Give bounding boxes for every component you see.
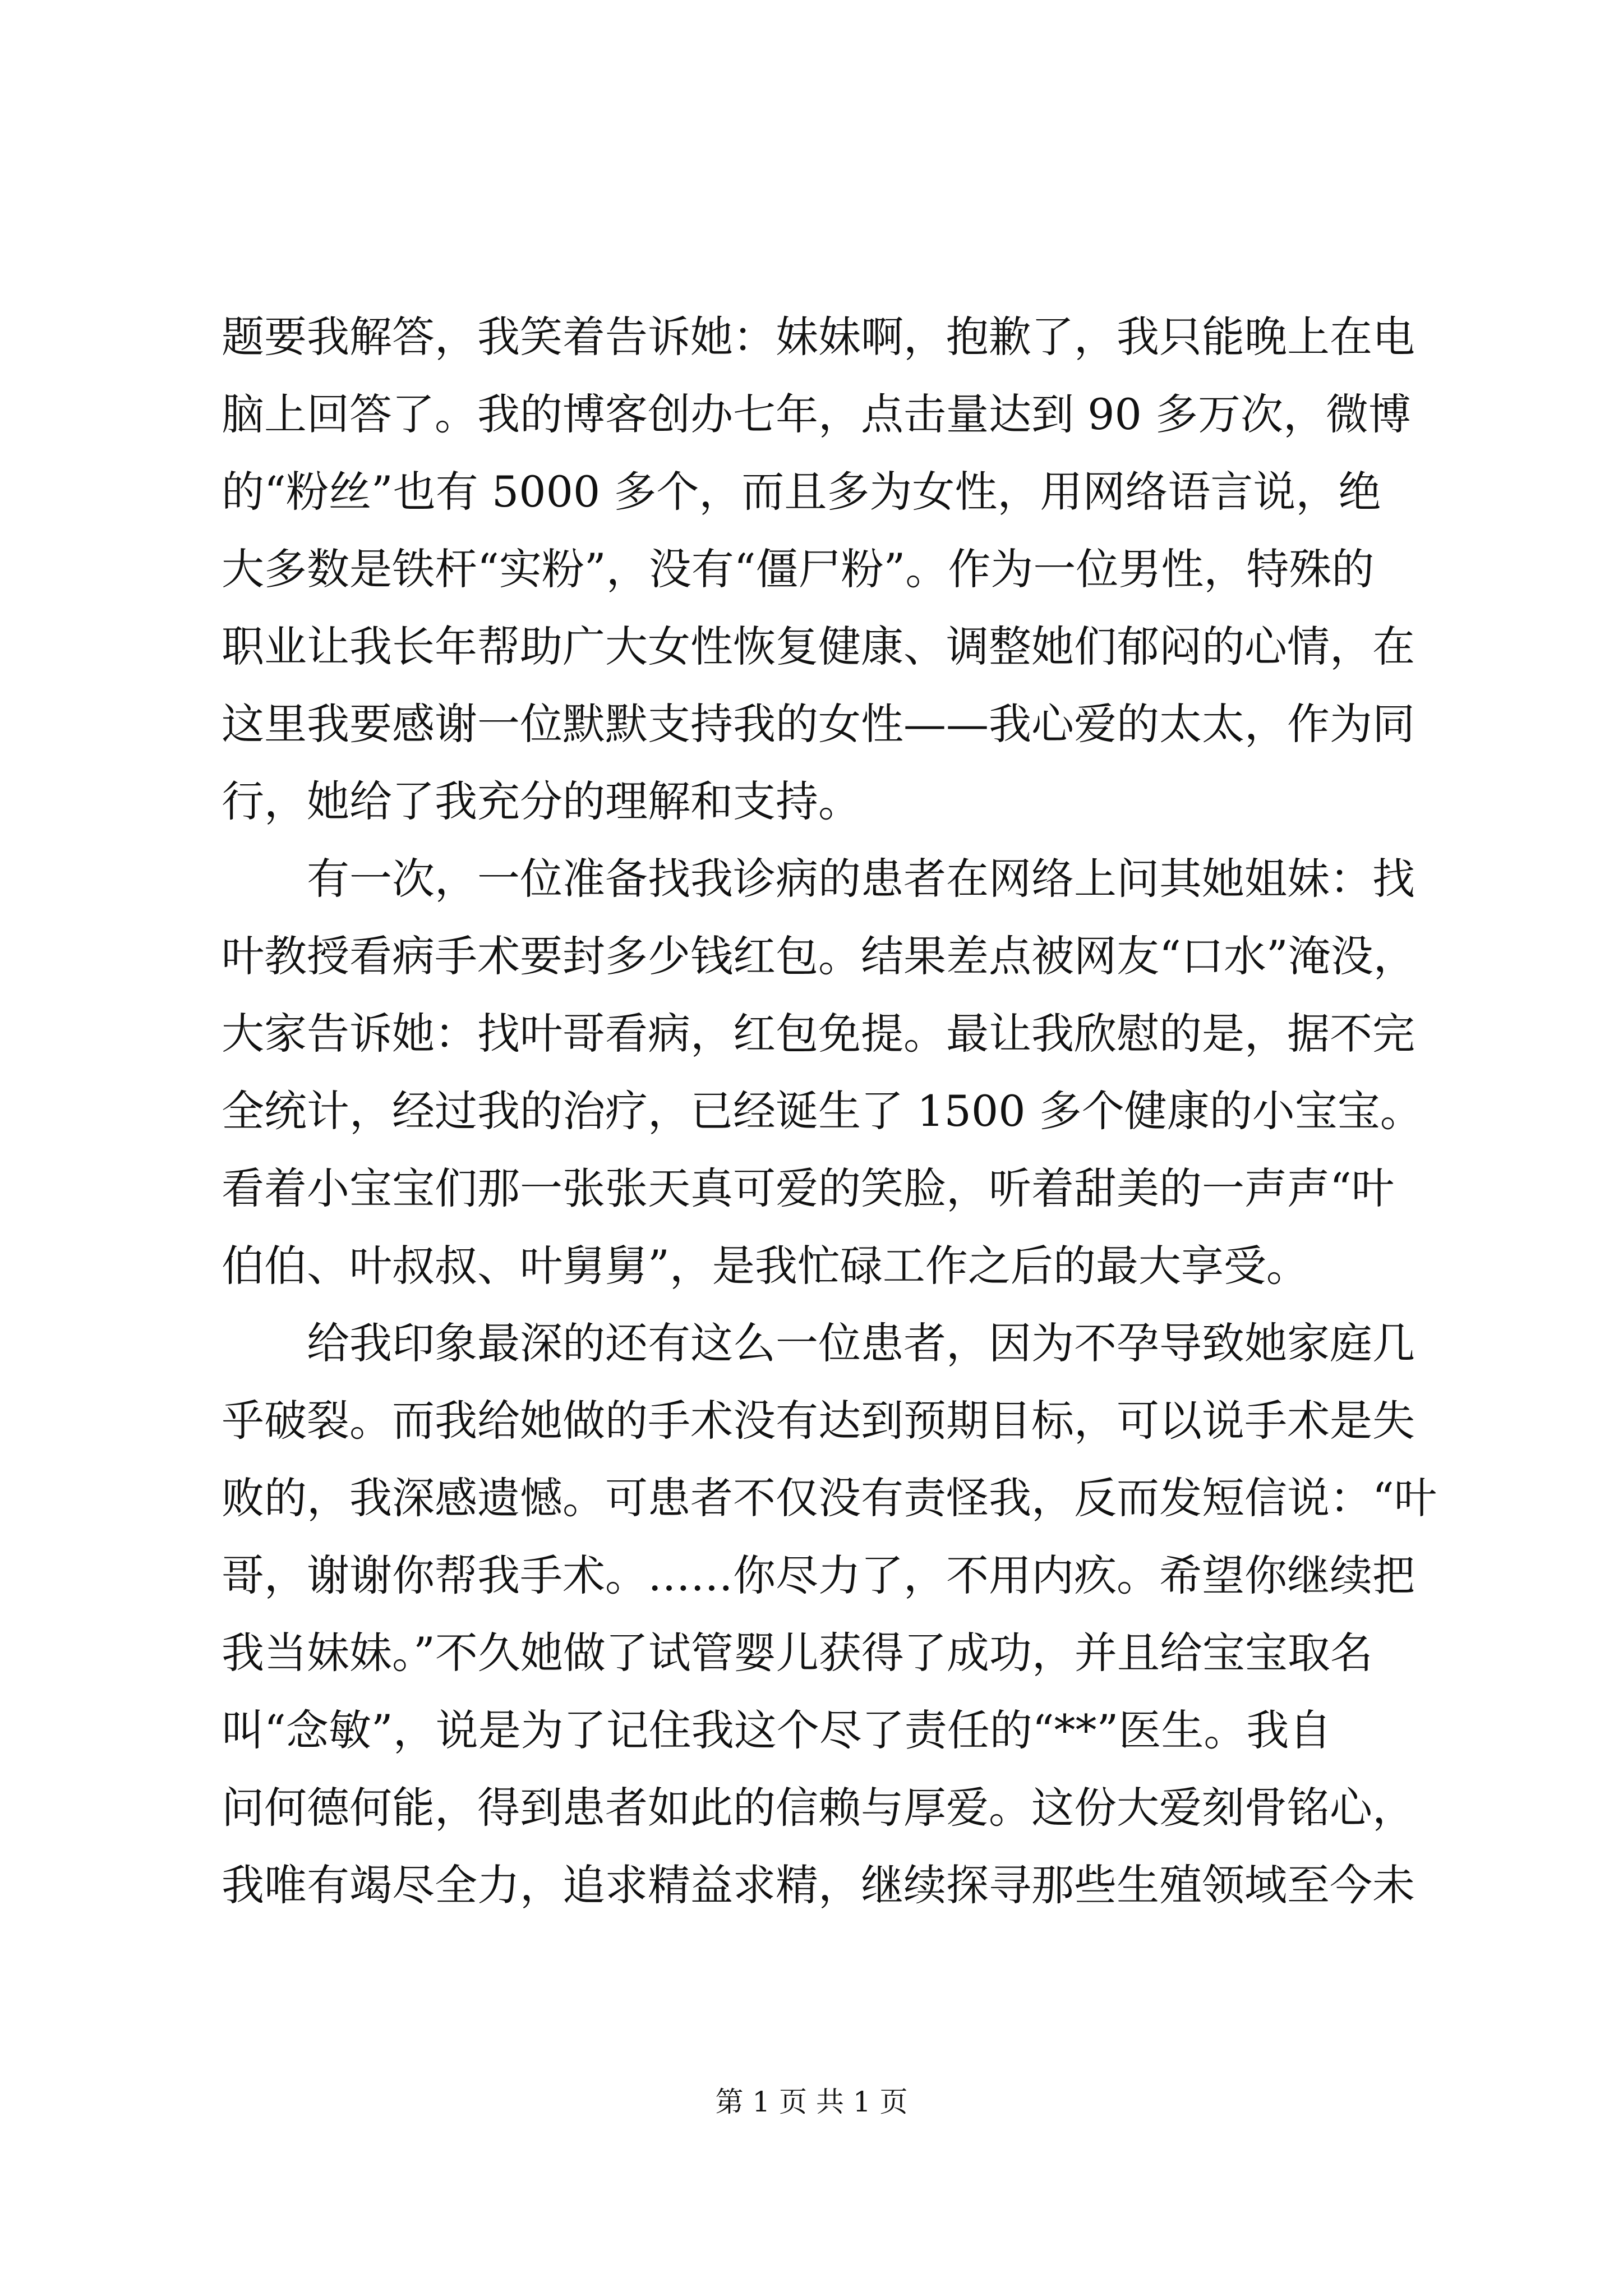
text-line: 败的，我深感遗憾。可患者不仅没有责怪我，反而发短信说：“叶	[222, 1473, 1437, 1523]
paragraph-first-line: 给我印象最深的还有这么一位患者，因为不孕导致她家庭几	[307, 1318, 1415, 1368]
text-line: 行，她给了我充分的理解和支持。	[222, 776, 861, 826]
text-line: 脑上回答了。我的博客创办七年，点击量达到 90 多万次，微博	[222, 389, 1412, 439]
text-line: 我唯有竭尽全力，追求精益求精，继续探寻那些生殖领域至今未	[222, 1860, 1415, 1910]
text-line: 看着小宝宝们那一张张天真可爱的笑脸，听着甜美的一声声“叶	[222, 1163, 1394, 1213]
text-line: 乎破裂。而我给她做的手术没有达到预期目标，可以说手术是失	[222, 1396, 1415, 1446]
text-line: 职业让我长年帮助广大女性恢复健康、调整她们郁闷的心情，在	[222, 622, 1415, 671]
body-text	[222, 298, 1437, 1924]
paragraph-first-line: 有一次，一位准备找我诊病的患者在网络上问其她姐妹：找	[307, 854, 1415, 904]
text-line: 我当妹妹。”不久她做了试管婴儿获得了成功，并且给宝宝取名	[222, 1628, 1373, 1678]
text-line: 叫“念敏”，说是为了记住我这个尽了责任的“**”医生。我自	[222, 1705, 1332, 1755]
text-line: 大多数是铁杆“实粉”，没有“僵尸粉”。作为一位男性，特殊的	[222, 544, 1375, 594]
text-line: 全统计，经过我的治疗，已经诞生了 1500 多个健康的小宝宝。	[222, 1086, 1423, 1136]
text-line: 题要我解答，我笑着告诉她：妹妹啊，抱歉了，我只能晚上在电	[222, 312, 1415, 362]
text-line: 这里我要感谢一位默默支持我的女性——我心爱的太太，作为同	[222, 699, 1415, 749]
text-line: 问何德何能，得到患者如此的信赖与厚爱。这份大爱刻骨铭心，	[222, 1783, 1415, 1833]
text-line: 哥，谢谢你帮我手术。……你尽力了，不用内疚。希望你继续把	[222, 1550, 1415, 1600]
text-line: 的“粉丝”也有 5000 多个，而且多为女性，用网络语言说，绝	[222, 467, 1381, 517]
text-line: 伯伯、叶叔叔、叶舅舅”，是我忙碌工作之后的最大享受。	[222, 1241, 1309, 1291]
text-line: 叶教授看病手术要封多少钱红包。结果差点被网友“口水”淹没，	[222, 931, 1416, 981]
text-line: 大家告诉她：找叶哥看病，红包免提。最让我欣慰的是，据不完	[222, 1009, 1415, 1059]
page-footer: 第 1 页 共 1 页	[715, 2086, 908, 2118]
